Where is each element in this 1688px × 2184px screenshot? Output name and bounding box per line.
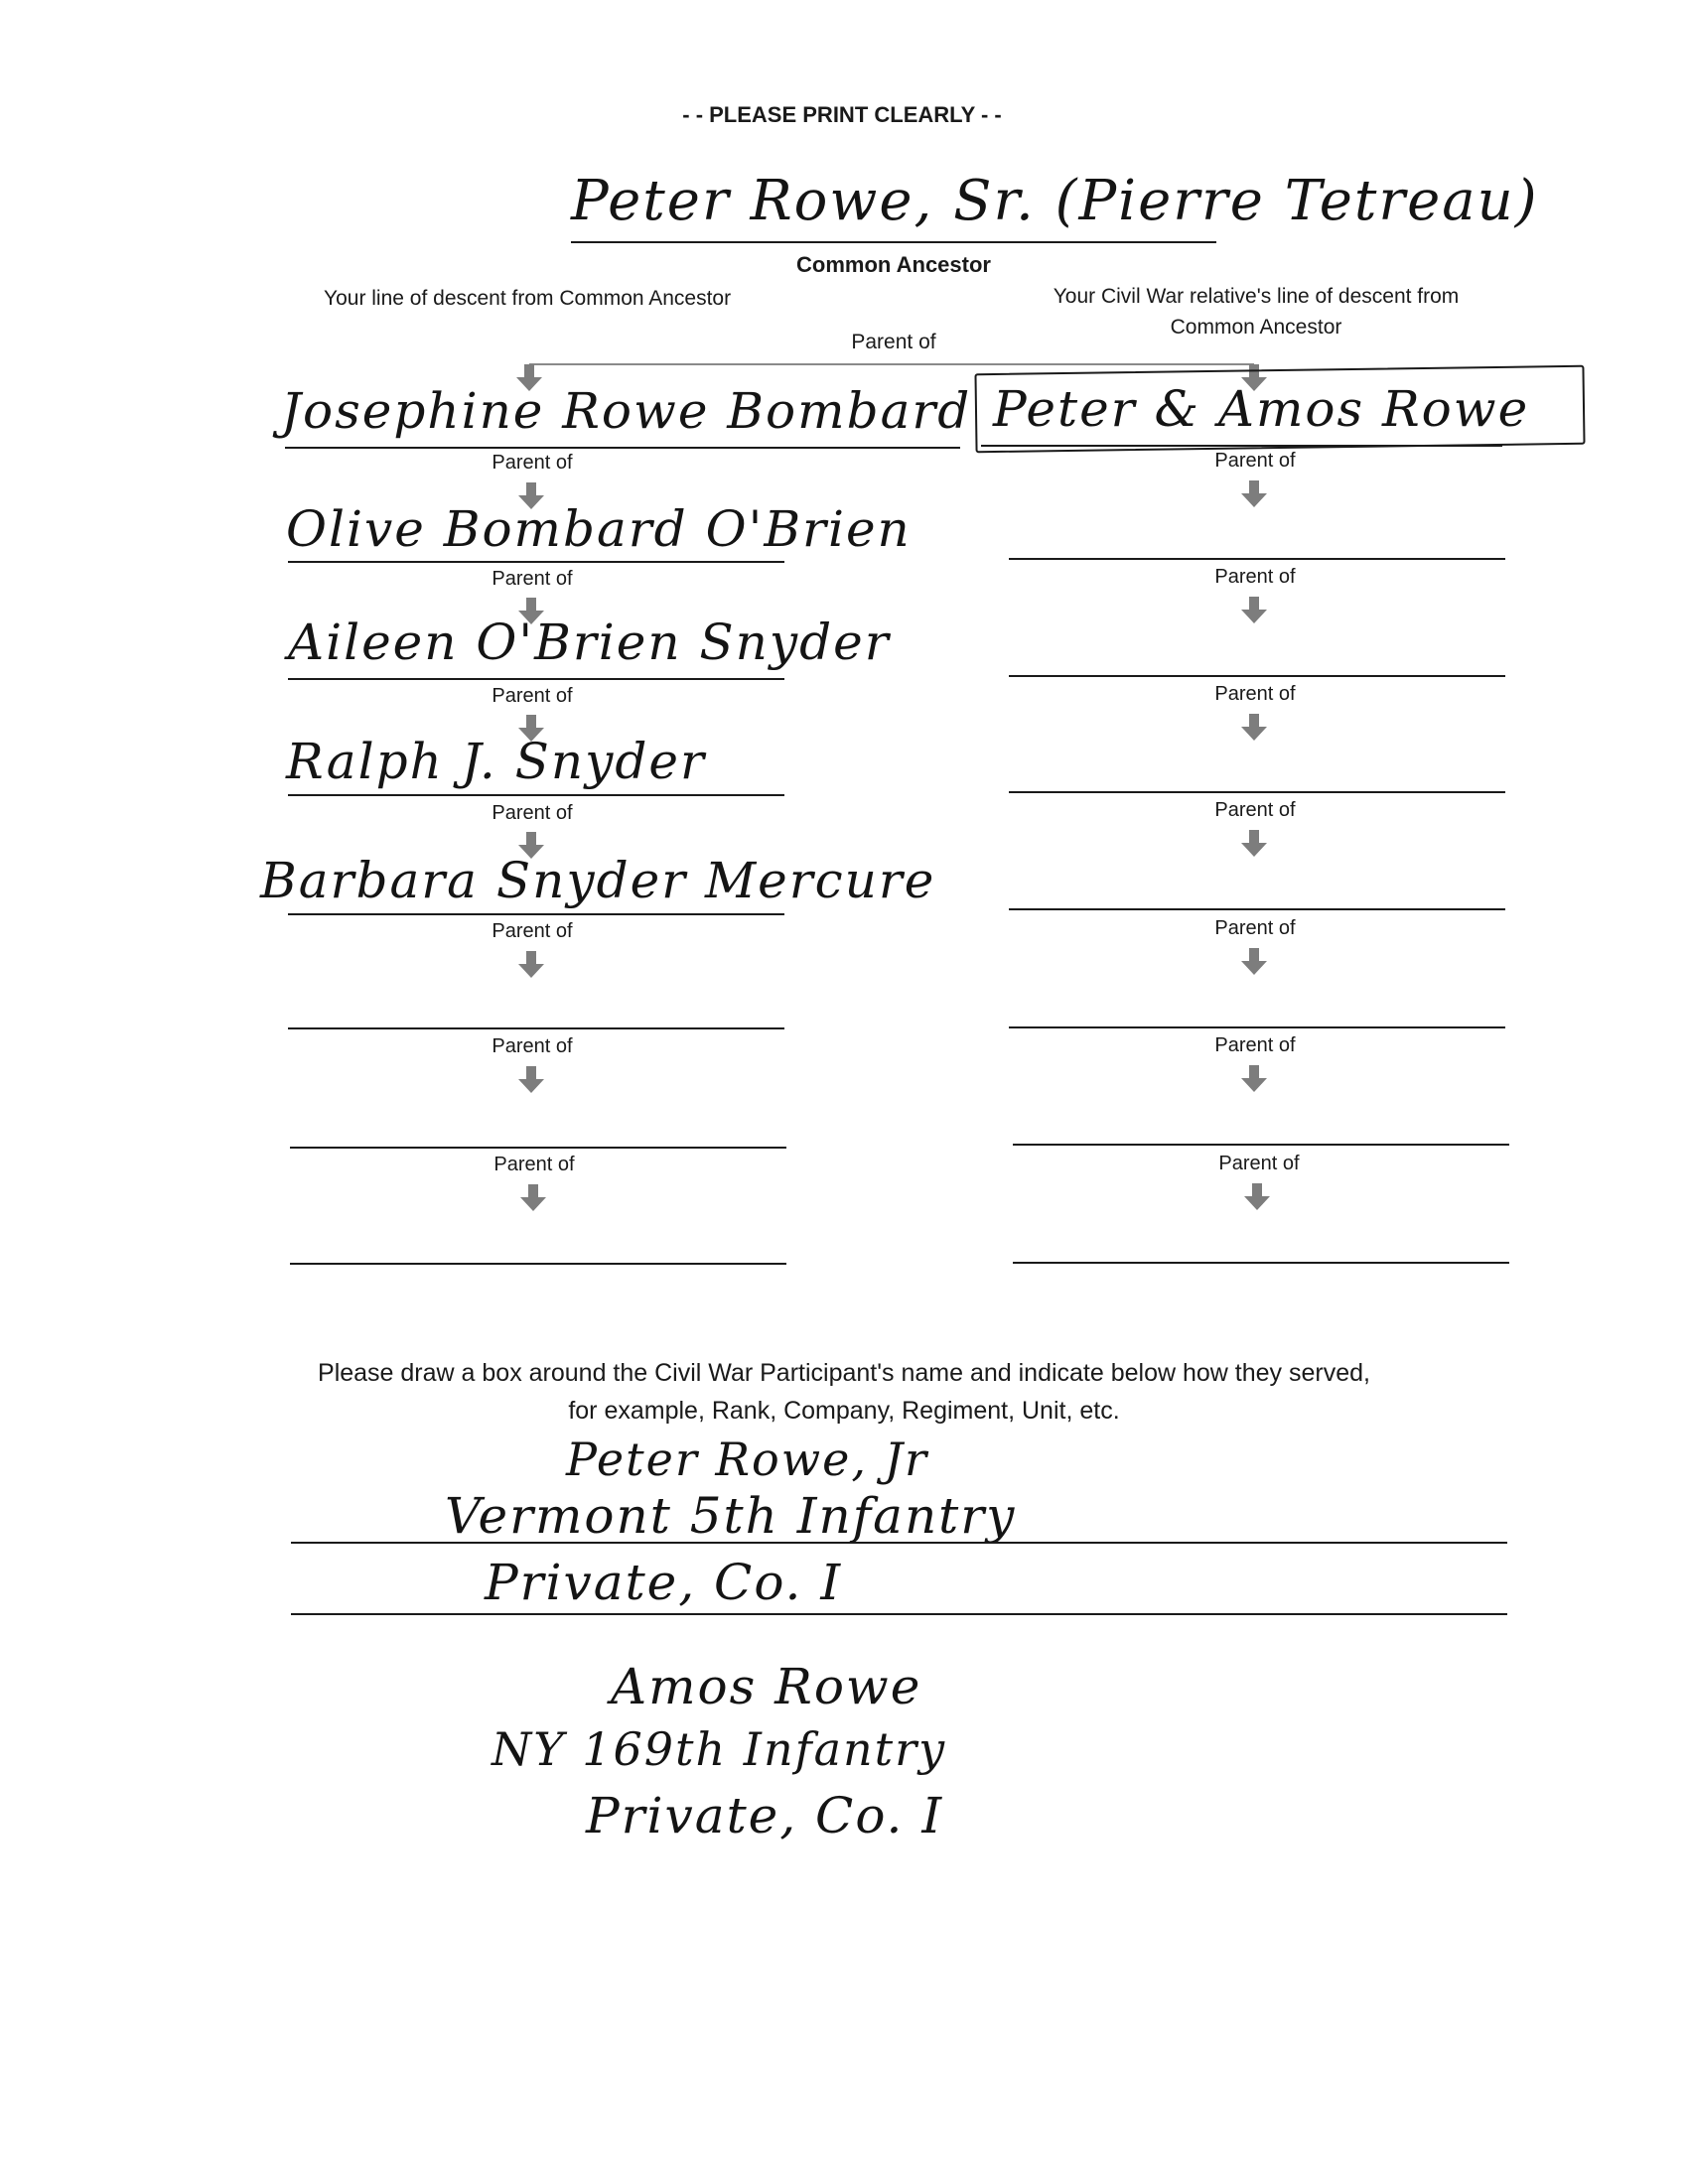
left-column-heading: Your line of descent from Common Ancestor xyxy=(324,287,732,310)
right-entry-1: Peter & Amos Rowe xyxy=(993,380,1530,438)
right-parent-label-2: Parent of xyxy=(1214,566,1296,588)
right-parent-label-4: Parent of xyxy=(1214,799,1296,821)
right-line-8 xyxy=(1013,1262,1509,1264)
right-column-heading-line2: Common Ancestor xyxy=(1170,316,1342,339)
left-entry-1: Josephine Rowe Bombard xyxy=(281,382,972,440)
left-line-4 xyxy=(288,794,784,796)
right-line-2 xyxy=(1009,558,1505,560)
right-arrow-1-icon xyxy=(1241,480,1267,508)
common-ancestor-label: Common Ancestor xyxy=(796,252,991,277)
left-arrow-7-icon xyxy=(520,1184,546,1212)
left-parent-label-1: Parent of xyxy=(492,452,573,474)
left-entry-3: Aileen O'Brien Snyder xyxy=(288,614,891,671)
right-line-1 xyxy=(981,445,1502,447)
right-arrow-7-icon xyxy=(1244,1183,1270,1211)
right-line-3 xyxy=(1009,675,1505,677)
right-arrow-2-icon xyxy=(1241,597,1267,624)
right-line-4 xyxy=(1009,791,1505,793)
left-entry-5: Barbara Snyder Mercure xyxy=(260,852,936,909)
right-parent-label-1: Parent of xyxy=(1214,450,1296,472)
amos-service-unit: NY 169th Infantry xyxy=(492,1722,947,1776)
left-parent-label-5: Parent of xyxy=(492,920,573,942)
left-line-7 xyxy=(290,1147,786,1149)
left-line-8 xyxy=(290,1263,786,1265)
amos-service-rank: Private, Co. I xyxy=(586,1787,944,1844)
common-ancestor-line xyxy=(571,241,1216,243)
peter-service-name: Peter Rowe, Jr xyxy=(566,1433,929,1486)
left-entry-4: Ralph J. Snyder xyxy=(286,733,706,790)
right-parent-label-6: Parent of xyxy=(1214,1034,1296,1056)
right-parent-label-7: Parent of xyxy=(1218,1153,1300,1174)
service-line-1 xyxy=(291,1542,1507,1544)
service-instruction-line2: for example, Rank, Company, Regiment, Unit, etc. xyxy=(568,1397,1120,1425)
left-line-5 xyxy=(288,913,784,915)
right-parent-label-5: Parent of xyxy=(1214,917,1296,939)
right-arrow-3-icon xyxy=(1241,714,1267,742)
top-parent-label: Parent of xyxy=(851,331,936,353)
peter-service-unit: Vermont 5th Infantry xyxy=(445,1487,1017,1545)
left-line-3 xyxy=(288,678,784,680)
left-line-6 xyxy=(288,1027,784,1029)
left-line-1 xyxy=(285,447,960,449)
right-arrow-6-icon xyxy=(1241,1065,1267,1093)
service-instruction-line1: Please draw a box around the Civil War Participant's name and indicate below how they served, xyxy=(318,1359,1370,1387)
right-column-heading-line1: Your Civil War relative's line of descent from xyxy=(1053,285,1460,308)
left-parent-label-6: Parent of xyxy=(492,1035,573,1057)
right-arrow-4-icon xyxy=(1241,830,1267,858)
peter-service-rank: Private, Co. I xyxy=(485,1554,843,1611)
left-parent-label-3: Parent of xyxy=(492,685,573,707)
print-clearly-instruction: - - PLEASE PRINT CLEARLY - - xyxy=(682,102,1002,127)
left-arrow-5-icon xyxy=(518,951,544,979)
right-line-5 xyxy=(1009,908,1505,910)
amos-service-name: Amos Rowe xyxy=(611,1658,922,1715)
service-line-2 xyxy=(291,1613,1507,1615)
right-parent-label-3: Parent of xyxy=(1214,683,1296,705)
left-parent-label-2: Parent of xyxy=(492,568,573,590)
ancestor-connector xyxy=(529,363,1254,365)
left-arrow-6-icon xyxy=(518,1066,544,1094)
right-arrow-5-icon xyxy=(1241,948,1267,976)
common-ancestor-name: Peter Rowe, Sr. (Pierre Tetreau) xyxy=(571,169,1539,233)
right-line-6 xyxy=(1009,1026,1505,1028)
left-parent-label-4: Parent of xyxy=(492,802,573,824)
left-line-2 xyxy=(288,561,784,563)
left-entry-2: Olive Bombard O'Brien xyxy=(286,500,912,558)
left-parent-label-7: Parent of xyxy=(493,1154,575,1175)
right-line-7 xyxy=(1013,1144,1509,1146)
